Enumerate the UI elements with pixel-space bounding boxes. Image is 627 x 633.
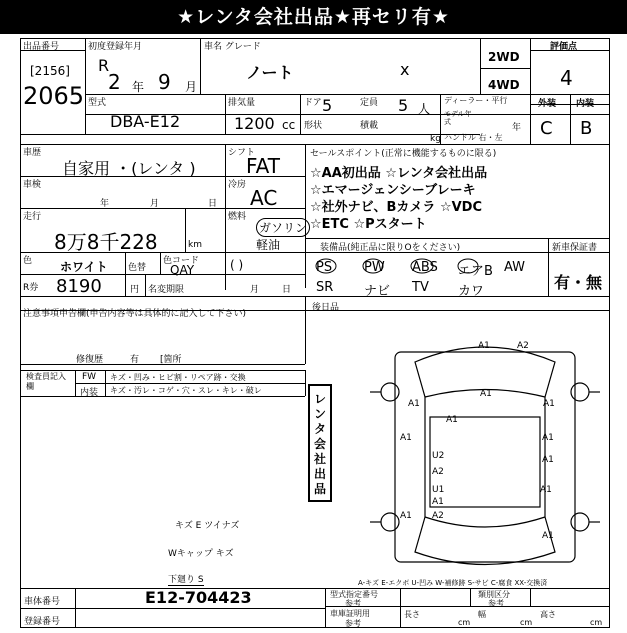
capacity-label: 定員 (360, 98, 379, 108)
diagram-note: キズ E ツイナズ (175, 521, 240, 531)
bottom-height: 高さ (540, 610, 556, 619)
damage-label: A1 (400, 433, 412, 443)
inspector-int-text: キズ・汚レ・コゲ・穴・スレ・キレ・破レ (110, 386, 262, 395)
damage-label: A2 (432, 511, 444, 521)
recycle-label: R券 (23, 283, 39, 293)
damage-label: A1 (480, 389, 492, 399)
type-value: DBA-E12 (110, 112, 181, 131)
damage-label: U2 (432, 451, 445, 461)
bottom-type-sub: 参考 (345, 599, 361, 608)
page-banner: ★レンタ会社出品★再セリ有★ (0, 0, 627, 34)
mileage-value: 8万8千228 (54, 230, 158, 254)
sales-point-item: ☆ETC ☆Pスタート (310, 217, 427, 232)
inspection-month: 月 (150, 199, 160, 209)
equip-pw: PW (364, 260, 385, 275)
grade-ext-label: 外装 (538, 99, 557, 109)
recycle-month: 月 (250, 285, 260, 295)
equip-abs: ABS (412, 260, 438, 275)
displacement-unit: cc (282, 118, 296, 132)
model-year-label: モデル年式 (444, 110, 472, 126)
first-reg-era: R (98, 56, 110, 75)
model-grade: x (400, 60, 410, 79)
fuel-value1: ガソリン (256, 218, 310, 237)
recycle-day: 日 (282, 285, 292, 295)
first-reg-label: 初度登録年月 (88, 42, 143, 52)
shift-value: FAT (246, 154, 281, 178)
equip-ps: PS (316, 260, 333, 275)
equip-aw: AW (504, 260, 526, 275)
grade-int-label: 内装 (576, 99, 595, 109)
damage-label: A1 (400, 511, 412, 521)
equip-navi: ナビ (364, 284, 391, 299)
bottom-type-label: 型式指定番号 (330, 590, 378, 599)
usage-value: 自家用 ・(レンタ ) (62, 159, 196, 178)
color-label: 色 (23, 256, 33, 266)
equipment-circles (310, 250, 550, 296)
chassis-label: 車体番号 (24, 597, 61, 607)
warranty-label: 新車保証書 (552, 243, 598, 253)
inspector-int: 内装 (80, 388, 99, 398)
bottom-length-unit: cm (458, 618, 471, 627)
displacement-value: 1200 (234, 114, 275, 133)
recycle-unit: 円 (130, 285, 140, 295)
chassis-value: E12-704423 (145, 588, 252, 607)
auction-sheet (20, 38, 610, 628)
equip-sr: SR (316, 280, 334, 295)
capacity-unit: 人 (418, 102, 431, 116)
recycle-value: 8190 (56, 276, 102, 297)
inspector-label: 検査員記入欄 (26, 372, 66, 391)
load-unit: kg (430, 134, 441, 144)
model-label: 車名 グレード (204, 42, 261, 52)
inspector-fw-text: キズ・凹み・ヒビ割・リペア跡・交換 (110, 373, 246, 382)
doors-label: ドア (304, 98, 322, 108)
drive-2wd: 2WD (488, 50, 520, 64)
color-change-label: 色替 (128, 263, 147, 273)
usage-label: 車歴 (23, 148, 42, 158)
displacement-label: 排気量 (228, 98, 256, 108)
damage-label: A1 (542, 531, 554, 541)
damage-label: A1 (446, 415, 458, 425)
damage-label: A1 (478, 341, 490, 351)
sales-points-label: セールスポイント(正常に機能するものに限る) (310, 149, 497, 159)
color-paren: ( ) (230, 258, 244, 272)
color-value: ホワイト (60, 260, 108, 274)
damage-label: A1 (542, 433, 554, 443)
drive-4wd: 4WD (488, 78, 520, 92)
lot-number: 2065 (23, 82, 85, 110)
first-reg-month: 9 (158, 70, 171, 94)
capacity-value: 5 (398, 96, 409, 115)
grade-ext: C (540, 118, 553, 139)
rental-stamp-text: レンタ会社出品 (314, 392, 327, 496)
inspection-label: 車検 (23, 180, 42, 190)
type-label: 型式 (88, 98, 107, 108)
repair-label: 修復歴 (76, 355, 104, 365)
sales-point-item: ☆社外ナビ、Bカメラ ☆VDC (310, 200, 483, 215)
rental-stamp (308, 384, 332, 502)
grade-int: B (580, 118, 593, 139)
recycle-name-change: 名変期限 (148, 285, 185, 295)
ac-label: 冷房 (228, 180, 247, 190)
bottom-width: 幅 (478, 610, 486, 619)
inspection-day: 日 (208, 199, 218, 209)
car-damage-diagram (360, 322, 610, 592)
damage-label: A2 (517, 341, 529, 351)
bottom-cert-sub: 参考 (345, 619, 361, 628)
grade-label: 評価点 (550, 42, 578, 52)
mileage-label: 走行 (23, 212, 42, 222)
lot-label: 出品番号 (23, 42, 60, 52)
repair-place: [箇所 (160, 355, 182, 365)
warranty-value: 有・無 (554, 273, 603, 292)
inspection-year: 年 (100, 199, 110, 209)
diagram-note: 下廻り S (168, 572, 204, 586)
load-label: 積載 (360, 121, 379, 131)
bottom-height-unit: cm (590, 618, 603, 627)
model-name: ノート (246, 63, 294, 82)
year-mark: 年 (512, 123, 522, 133)
damage-label: A1 (432, 497, 444, 507)
shape-label: 形状 (304, 121, 323, 131)
doors-value: 5 (322, 96, 333, 115)
damage-label: A2 (432, 467, 444, 477)
first-reg-year-unit: 年 (132, 80, 145, 94)
bottom-length: 長さ (404, 610, 420, 619)
post-label: 後日品 (312, 303, 340, 313)
damage-label: A1 (408, 399, 420, 409)
shift-label: シフト (228, 148, 256, 158)
first-reg-year: 2 (108, 70, 121, 94)
repair-value: 有 (130, 355, 140, 365)
sales-point-item: ☆AA初出品 ☆レンタ会社出品 (310, 166, 488, 181)
notes-label: 注意事項申告欄(申告内容等は具体的に記入して下さい) (23, 309, 247, 319)
color-code-label: 色コード (163, 256, 200, 266)
inspector-fw: FW (82, 372, 97, 382)
damage-label: U1 (432, 485, 445, 495)
fuel-label: 燃料 (228, 212, 247, 222)
damage-label: A1 (543, 399, 555, 409)
equip-tv: TV (412, 280, 429, 295)
mileage-unit: km (188, 240, 202, 250)
ac-value: AC (250, 186, 278, 210)
damage-label: A1 (540, 485, 552, 495)
bottom-class-sub: 参考 (488, 599, 504, 608)
diagram-note: Wキャップ キズ (168, 549, 234, 559)
equipment-label: 装備品(純正品に限りOをください) (320, 243, 461, 253)
dealer-label: ディーラー・平行 (444, 96, 508, 105)
bottom-cert-label: 車庫証明用 (330, 609, 370, 618)
sales-point-item: ☆エマージェンシーブレーキ (310, 183, 476, 198)
grade-score: 4 (560, 66, 573, 90)
first-reg-month-unit: 月 (185, 80, 198, 94)
damage-legend: A-キズ E-エクボ U-凹み W-補修跡 S-サビ C-腐食 XX-交換済 (358, 579, 548, 587)
registration-label: 登録番号 (24, 617, 61, 627)
equip-airbag: エアB (458, 264, 493, 279)
fuel-value2: 軽油 (256, 238, 281, 252)
lot-sub: [2156] (30, 64, 70, 78)
bottom-width-unit: cm (520, 618, 533, 627)
bottom-class-label: 類別区分 (478, 590, 510, 599)
damage-label: A1 (542, 455, 554, 465)
equip-leather: カワ (458, 284, 485, 299)
handle-label: ハンドル 右・左 (444, 133, 503, 142)
color-code: QAY (170, 263, 195, 277)
